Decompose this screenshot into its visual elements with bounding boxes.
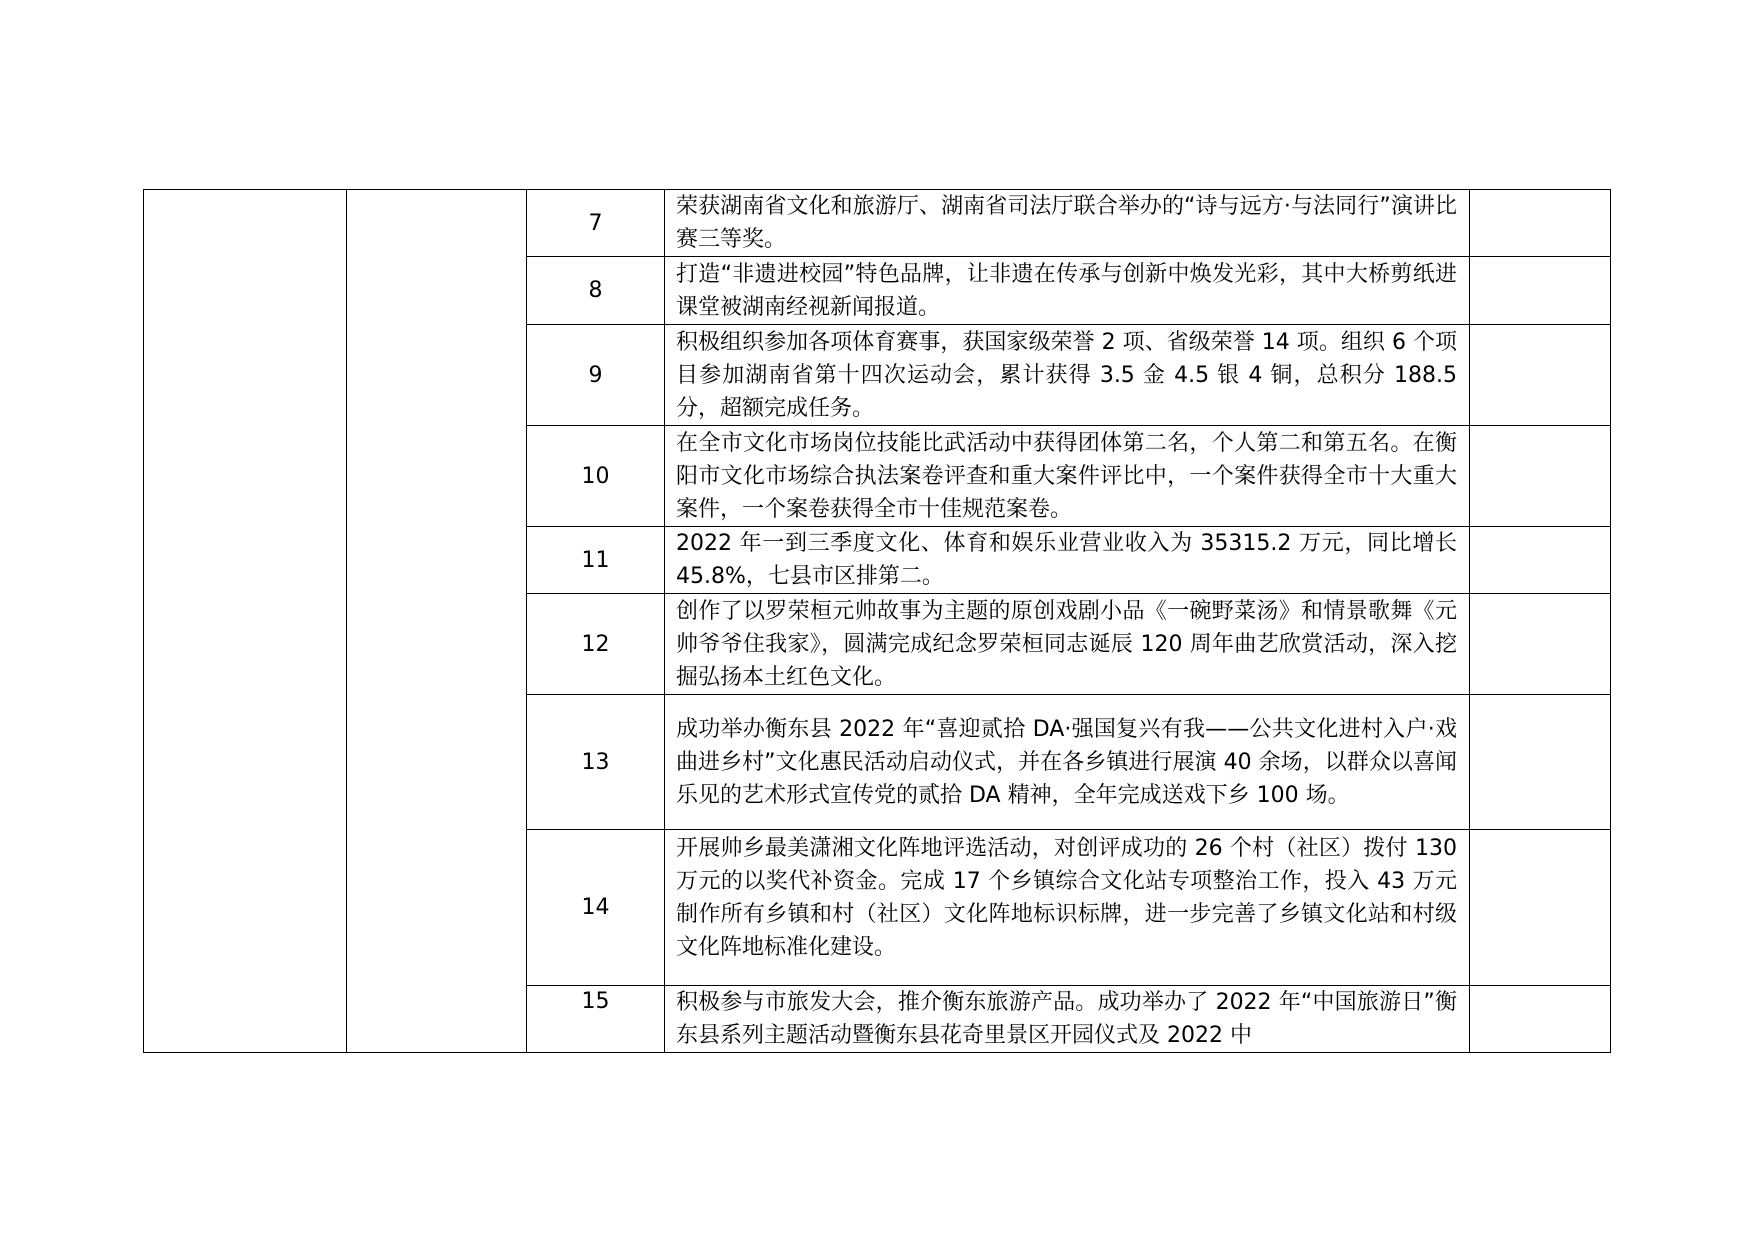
row-description [665,426,1470,527]
row-number: 15 [527,986,665,1053]
row-description [665,527,1470,594]
row-number: 13 [527,695,665,830]
row-number: 9 [527,325,665,426]
row-description-text: 2022 年一到三季度文化、体育和娱乐业营业收入为 35315.2 万元，同比增长 45.8%，七县市区排第二。 [676,531,1457,589]
row-description-text: 开展帅乡最美潇湘文化阵地评选活动，对创评成功的 26 个村（社区）拨付 130 万元的以奖代补资金。完成 17 个乡镇综合文化站专项整治工作，投入 43 万元制作所有乡镇和村（社区）文化阵地标识标牌，进一步完善了乡镇文化站和村级文化阵地标准化建设。 [676,836,1457,960]
row-description [665,830,1470,986]
remarks-cell [1470,986,1611,1053]
row-description-text: 成功举办衡东县 2022 年“喜迎贰拾 DA·强国复兴有我——公共文化进村入户·戏曲进乡村”文化惠民活动启动仪式，并在各乡镇进行展演 40 余场，以群众以喜闻乐见的艺术形式宣传党的贰拾 DA 精神，全年完成送戏下乡 100 场。 [676,716,1457,808]
remarks-cell [1470,527,1611,594]
subcategory-cell [347,190,527,1053]
row-number: 14 [527,830,665,986]
remarks-cell [1470,426,1611,527]
row-description [665,257,1470,325]
row-description-text: 创作了以罗荣桓元帅故事为主题的原创戏剧小品《一碗野菜汤》和情景歌舞《元帅爷爷住我家》，圆满完成纪念罗荣桓同志诞辰 120 周年曲艺欣赏活动，深入挖掘弘扬本土红色文化。 [676,598,1457,690]
remarks-cell [1470,695,1611,830]
row-description-text: 在全市文化市场岗位技能比武活动中获得团体第二名，个人第二和第五名。在衡阳市文化市场综合执法案卷评查和重大案件评比中，一个案件获得全市十大重大案件，一个案卷获得全市十佳规范案卷。 [676,430,1457,522]
row-number: 10 [527,426,665,527]
achievements-table [143,189,1611,1053]
remarks-cell [1470,325,1611,426]
remarks-cell [1470,257,1611,325]
row-description [665,695,1470,830]
row-description-text: 积极组织参加各项体育赛事，获国家级荣誉 2 项、省级荣誉 14 项。组织 6 个项目参加湖南省第十四次运动会，累计获得 3.5 金 4.5 银 4 铜，总积分 188.5 分，超额完成任务。 [676,329,1457,421]
row-description [665,190,1470,257]
remarks-cell [1470,830,1611,986]
row-number: 7 [527,190,665,257]
row-description [665,986,1470,1053]
row-description-text: 积极参与市旅发大会，推介衡东旅游产品。成功举办了 2022 年“中国旅游日”衡东县系列主题活动暨衡东县花奇里景区开园仪式及 2022 中 [676,990,1457,1048]
row-number: 11 [527,527,665,594]
table-row [144,190,1611,257]
row-number: 12 [527,594,665,695]
row-description-text: 荣获湖南省文化和旅游厅、湖南省司法厅联合举办的“诗与远方·与法同行”演讲比赛三等奖。 [676,194,1457,252]
row-number: 8 [527,257,665,325]
row-description [665,594,1470,695]
category-cell [144,190,347,1053]
remarks-cell [1470,594,1611,695]
remarks-cell [1470,190,1611,257]
row-description-text: 打造“非遗进校园”特色品牌，让非遗在传承与创新中焕发光彩，其中大桥剪纸进课堂被湖南经视新闻报道。 [676,261,1457,320]
row-description [665,325,1470,426]
